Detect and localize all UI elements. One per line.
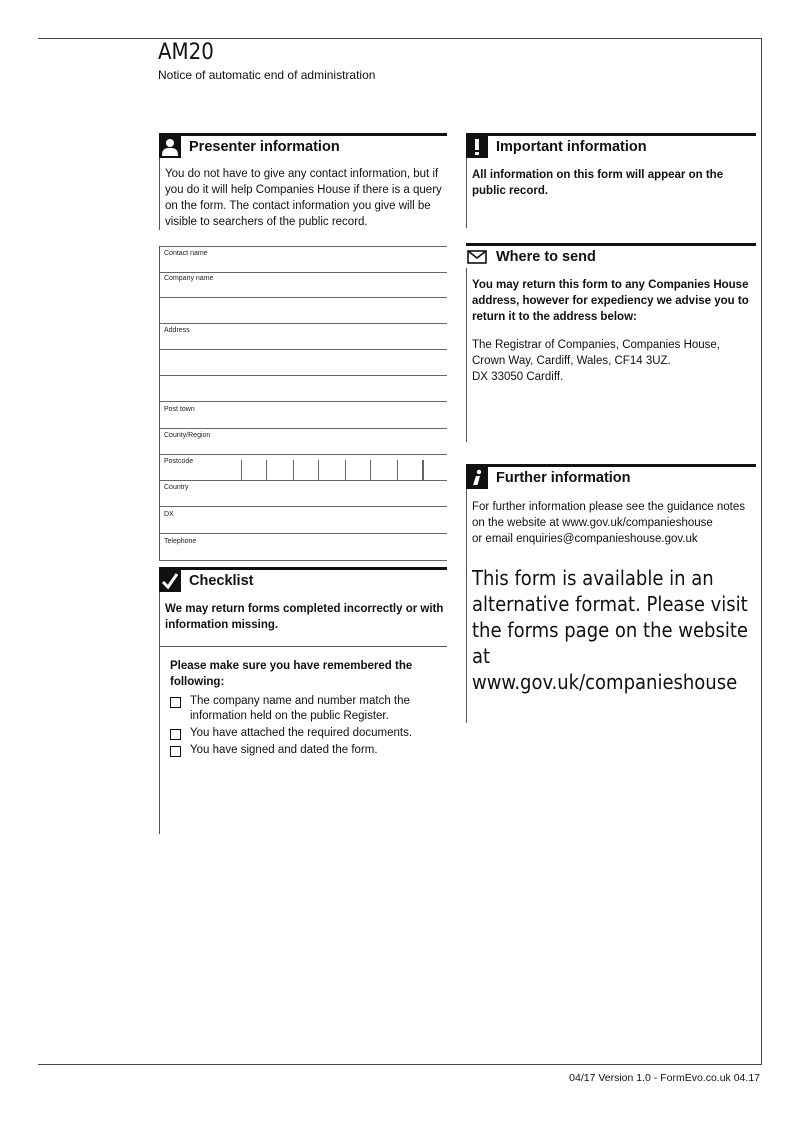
checkmark-icon xyxy=(159,570,181,592)
presenter-intro: You do not have to give any contact information, but if you do it will help Companies House if there is a query on the form. The contact information you give will be visible to searchers of the public record. xyxy=(165,168,442,228)
checklist-item[interactable]: The company name and number match the information held on the public Register. xyxy=(170,694,445,724)
company-name-field-line2[interactable] xyxy=(159,298,447,324)
postcode-field[interactable] xyxy=(159,455,447,481)
where-to-send-left-rule xyxy=(466,268,467,442)
postcode-label: Postcode xyxy=(164,458,194,465)
telephone-label: Telephone xyxy=(164,538,197,545)
checkbox[interactable] xyxy=(170,729,181,740)
bottom-rule xyxy=(38,1064,762,1065)
further-left-rule xyxy=(466,489,467,723)
checklist-item[interactable]: You have attached the required documents. xyxy=(170,726,445,741)
county-label: County/Region xyxy=(164,432,211,439)
info-icon xyxy=(466,467,488,489)
post-town-label: Post town xyxy=(164,406,195,413)
contact-name-field[interactable] xyxy=(159,246,447,273)
dx-field[interactable] xyxy=(159,508,447,534)
postcode-box[interactable] xyxy=(293,460,319,481)
important-title: Important information xyxy=(496,139,647,155)
presenter-section-header xyxy=(159,133,447,158)
address-label: Address xyxy=(164,327,190,334)
where-to-send-address: The Registrar of Companies, Companies House, Crown Way, Cardiff, Wales, CF14 3UZ. DX 33050 Cardiff. xyxy=(472,339,721,383)
checklist-prompt: Please make sure you have remembered the following: xyxy=(170,660,413,688)
checkbox[interactable] xyxy=(170,697,181,708)
address-field-line3[interactable] xyxy=(159,376,447,402)
where-to-send-intro: You may return this form to any Companies House address, however for expediency we advise you to return it to the address below: xyxy=(472,279,749,323)
footer-version: 04/17 Version 1.0 - FormEvo.co.uk 04.17 xyxy=(569,1072,760,1084)
telephone-field[interactable] xyxy=(159,535,447,561)
country-field[interactable] xyxy=(159,481,447,507)
top-rule xyxy=(38,38,762,39)
presenter-title: Presenter information xyxy=(189,139,340,155)
company-name-label: Company name xyxy=(164,275,214,282)
dx-label: DX xyxy=(164,511,174,518)
checklist-item[interactable]: You have signed and dated the form. xyxy=(170,743,445,758)
where-to-send-title: Where to send xyxy=(496,249,596,265)
person-icon xyxy=(159,136,181,158)
fields-left-rule xyxy=(159,246,160,560)
checklist-left-rule xyxy=(159,592,160,834)
further-section-header xyxy=(466,464,756,489)
postcode-box[interactable] xyxy=(345,460,371,481)
postcode-box[interactable] xyxy=(241,460,267,481)
form-code: AM20 xyxy=(158,40,214,65)
right-rule xyxy=(761,38,762,1065)
important-text: All information on this form will appear on the public record. xyxy=(472,169,724,197)
address-field-line2[interactable] xyxy=(159,350,447,376)
form-name: Notice of automatic end of administration xyxy=(158,68,376,82)
address-field[interactable] xyxy=(159,324,447,350)
postcode-box[interactable] xyxy=(397,460,423,481)
post-town-field[interactable] xyxy=(159,403,447,429)
important-section-header xyxy=(466,133,756,158)
checklist-section-header xyxy=(159,567,447,592)
county-field[interactable] xyxy=(159,429,447,455)
important-left-rule xyxy=(466,158,467,228)
company-name-field[interactable] xyxy=(159,272,447,298)
contact-name-label: Contact name xyxy=(164,250,208,257)
postcode-box[interactable] xyxy=(423,460,448,481)
where-to-send-section-header xyxy=(466,243,756,268)
presenter-left-rule xyxy=(159,158,160,230)
alt-format-notice: This form is available in an alternative format. Please visit the forms page on the website at www.gov.uk/companieshouse xyxy=(472,566,748,694)
checkbox[interactable] xyxy=(170,746,181,757)
checklist-title: Checklist xyxy=(189,573,254,589)
envelope-icon xyxy=(466,246,488,268)
country-label: Country xyxy=(164,484,189,491)
checklist-items xyxy=(170,694,445,760)
further-title: Further information xyxy=(496,470,631,486)
exclamation-icon xyxy=(466,136,488,158)
checklist-divider xyxy=(159,646,447,647)
checklist-warning: We may return forms completed incorrectly or with information missing. xyxy=(165,603,444,631)
further-text: For further information please see the guidance notes on the website at www.gov.uk/companieshouse or email enquiries@companieshouse.gov.uk xyxy=(472,501,745,545)
